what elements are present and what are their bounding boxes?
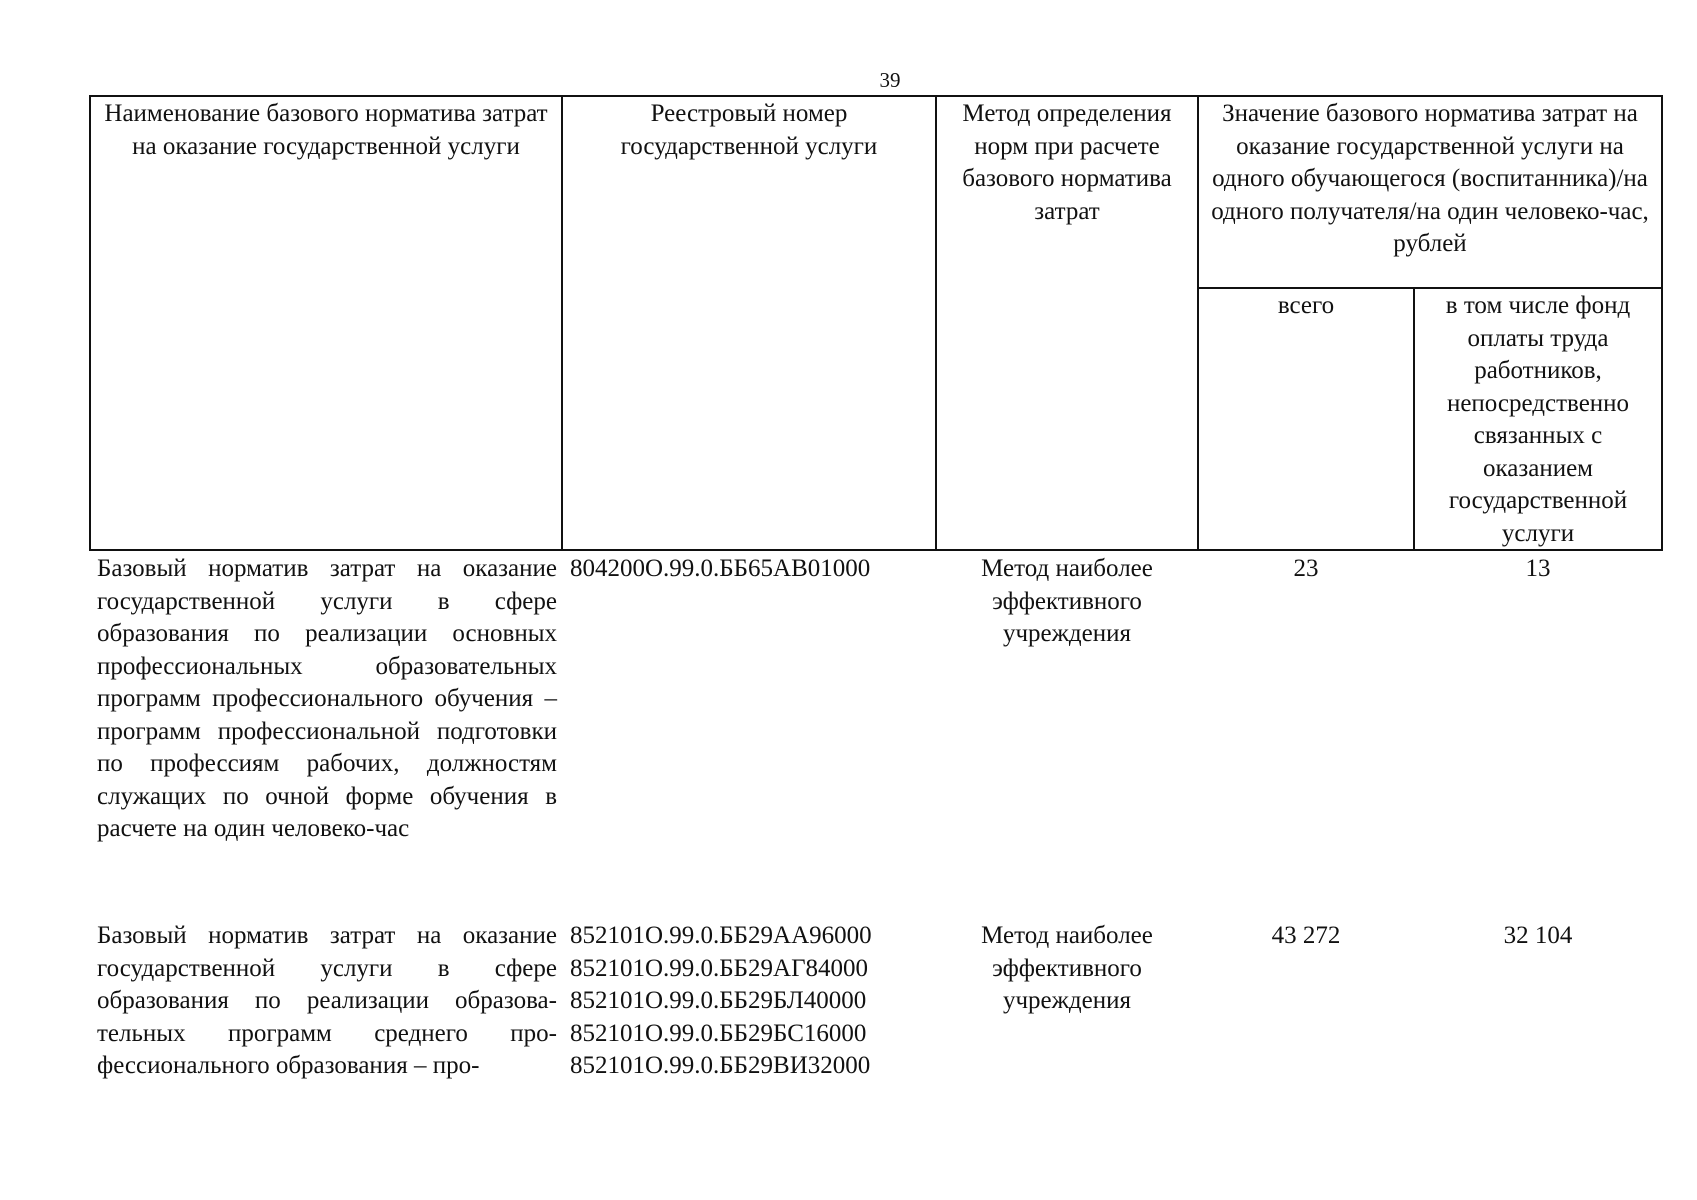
table-column-divider-2 — [935, 95, 937, 551]
row-total: 23 — [1293, 555, 1319, 582]
table-column-divider-1 — [561, 95, 563, 551]
row-standard-name: Базовый норматив затрат на оказание государственной услуги в сфере образования по реализации основных профессиональных образовательных программ профессионального обучения – программ профессиональной подготовки по профессиям рабочих, должностям служащих по очной форме обучения в расчете на один человеко-час — [97, 555, 557, 842]
table-top-border — [89, 95, 1663, 97]
table-right-border — [1661, 95, 1663, 551]
row-method: Метод наиболее эффективного учреждения — [981, 922, 1153, 1014]
page-number: 39 — [879, 68, 901, 92]
header-method: Метод определения норм при расчете базового норматива затрат — [962, 100, 1172, 225]
table-column-divider-4 — [1413, 287, 1415, 551]
header-registry-number: Реестровый номер государственной услуги — [620, 100, 878, 160]
row-total: 43 272 — [1271, 922, 1341, 949]
header-wage-fund: в том числе фонд оплаты труда работников, непосредственно связанных с оказанием государственной услуги — [1445, 292, 1631, 547]
header-value: Значение базового норматива затрат на оказание государственной услуги на одного обучающегося (воспитанника)/на одного получателя/на один человеко-час, рублей — [1211, 100, 1649, 257]
registry-number: 852101О.99.0.ББ29БС16000 — [570, 1019, 867, 1047]
registry-number: 852101О.99.0.ББ29БЛ40000 — [570, 987, 867, 1014]
registry-number: 852101О.99.0.ББ29ВИ32000 — [570, 1052, 871, 1079]
row-wage-fund: 13 — [1525, 555, 1551, 582]
row-registry-numbers: 804200О.99.0.ББ65АВ01000 — [570, 555, 871, 582]
registry-number: 852101О.99.0.ББ29АГ84000 — [570, 954, 869, 982]
row-registry-numbers — [570, 920, 934, 1083]
table-column-divider-3 — [1197, 95, 1199, 551]
header-standard-name: Наименование базового норматива затрат на оказание государственной услуги — [104, 100, 548, 160]
table-subheader-divider — [1197, 287, 1663, 289]
registry-number: 852101О.99.0.ББ29АА96000 — [570, 922, 872, 949]
header-total: всего — [1277, 292, 1335, 319]
row-standard-name: Базовый норматив затрат на оказание государственной услуги в сфере образования по реализации образовательных программ среднего профессионального образования – про- — [97, 922, 557, 1079]
row-method: Метод наиболее эффективного учреждения — [981, 555, 1153, 647]
row-wage-fund: 32 104 — [1503, 922, 1573, 949]
table-left-border — [89, 95, 91, 551]
